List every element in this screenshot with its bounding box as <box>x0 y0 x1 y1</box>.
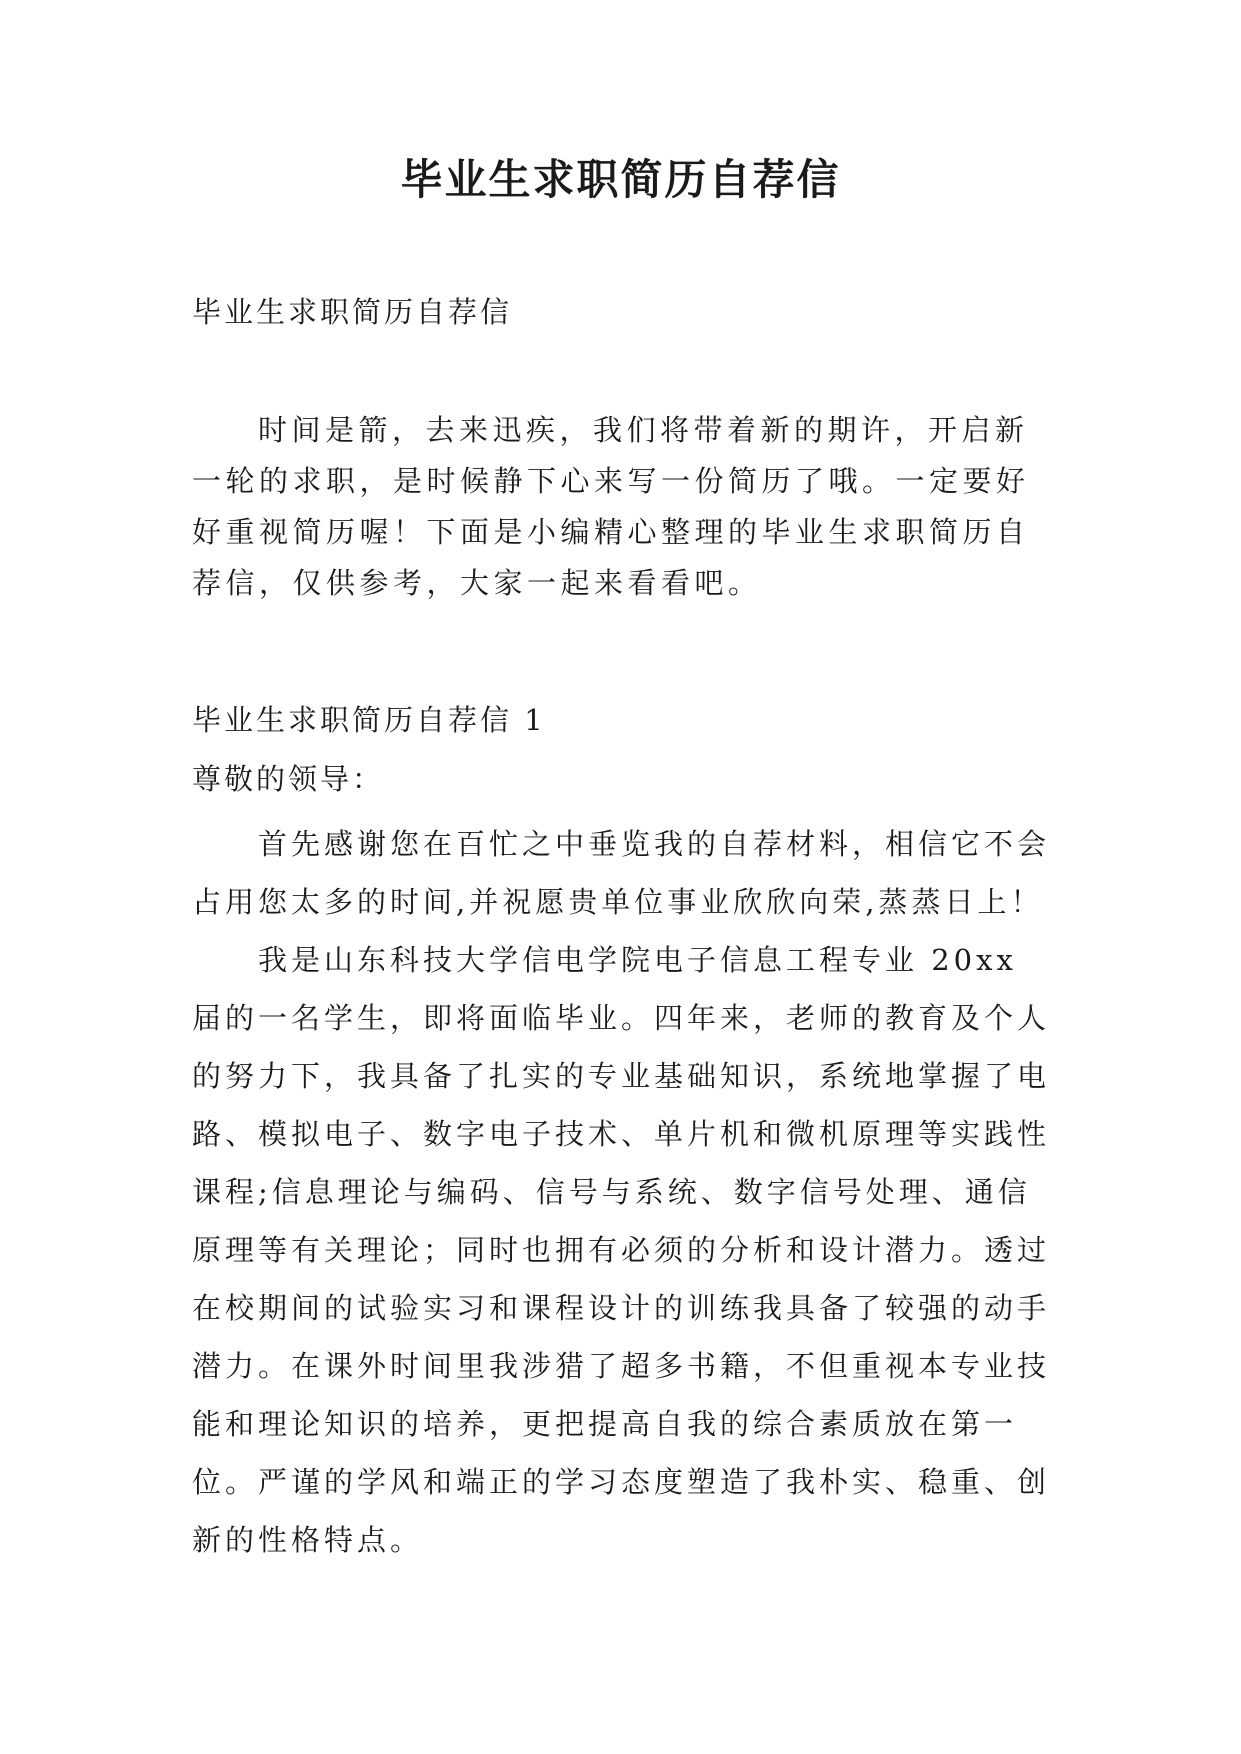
letter-body <box>192 815 1058 1569</box>
letter-salutation: 尊敬的领导： <box>192 762 385 796</box>
letter-paragraph: 首先感谢您在百忙之中垂览我的自荐材料，相信它不会占用您太多的时间,并祝愿贵单位事业欣欣向荣,蒸蒸日上！ <box>192 827 1051 919</box>
section-heading: 毕业生求职简历自荐信 1 <box>192 703 546 737</box>
document-title: 毕业生求职简历自荐信 <box>400 155 841 204</box>
letter-paragraph: 我是山东科技大学信电学院电子信息工程专业 20xx 届的一名学生，即将面临毕业。四年来，老师的教育及个人的努力下，我具备了扎实的专业基础知识，系统地掌握了电路、模拟电子、数字电子技术、单片机和微机原理等实践性课程;信息理论与编码、信号与系统、数字信号处理、通信原理等有关理论；同时也拥有必须的分析和设计潜力。透过在校期间的试验实习和课程设计的训练我具备了较强的动手潜力。在课外时间里我涉猎了超多书籍，不但重视本专业技能和理论知识的培养，更把提高自我的综合素质放在第一位。严谨的学风和端正的学习态度塑造了我朴实、稳重、创新的性格特点。 <box>192 943 1051 1557</box>
intro-paragraph: 时间是箭，去来迅疾，我们将带着新的期许，开启新一轮的求职，是时候静下心来写一份简历了哦。一定要好好重视简历喔！下面是小编精心整理的毕业生求职简历自荐信，仅供参考，大家一起来看看吧。 <box>192 413 1030 600</box>
document-subtitle: 毕业生求职简历自荐信 <box>192 295 513 329</box>
